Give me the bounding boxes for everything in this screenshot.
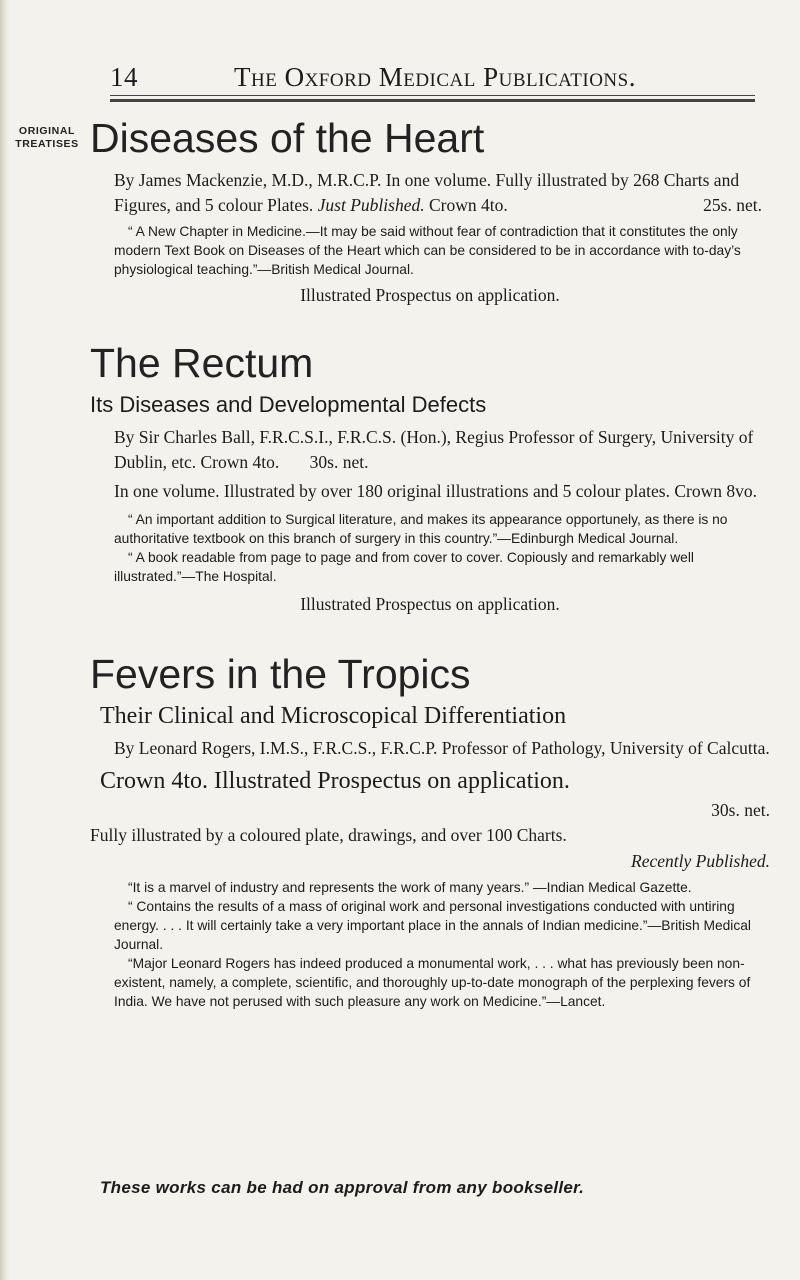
header-rule-thin: [110, 95, 755, 96]
price: 30s. net.: [309, 452, 369, 472]
publication-status: [90, 848, 770, 874]
review-quote: “Major Leonard Rogers has indeed produced a monumental work, . . . what has previously been non-existent, namely, a complete, scientific, and thoroughly up-to-date monograph of the perplexing fevers of India. We have not perused with such pleasure any work on Medicine.”—Lancet.: [114, 956, 751, 1009]
publication-status: Just Published.: [317, 195, 425, 215]
volume-info: In one volume. Illustrated by over 180 original illustrations and 5 colour plates. Crown 8vo.: [114, 481, 758, 501]
illustration-info: Fully illustrated by a coloured plate, drawings, and over 100 Charts.: [90, 825, 567, 845]
author-line: By Leonard Rogers, I.M.S., F.R.C.S., F.R.C.P. Professor of Pathology, University of Calcutta.: [114, 738, 770, 758]
entry-description: [90, 425, 770, 475]
book-subtitle: Its Diseases and Developmental Defects: [90, 392, 487, 417]
page-number: 14: [110, 62, 138, 92]
format: Crown 4to.: [428, 195, 508, 215]
footer-note: These works can be had on approval from any bookseller.: [100, 1178, 585, 1197]
running-title: The Oxford Medical Publications.: [234, 62, 636, 92]
author-line: By James Mackenzie, M.D., M.R.C.P. In one volume. Fully illustrated by 268 Charts and Figures, and 5 colour Plates.: [114, 170, 740, 215]
author-line: By Sir Charles Ball, F.R.C.S.I., F.R.C.S. (Hon.), Regius Professor of Surgery, University of Dublin, etc. Crown 4to.: [114, 427, 754, 472]
entry-heart: [90, 114, 770, 309]
review-quote: “It is a marvel of industry and represents the work of many years.” —Indian Medical Gazette.: [128, 880, 692, 895]
book-title: Fevers in the Tropics: [90, 651, 471, 697]
page-content: [90, 110, 770, 1011]
margin-note-line: TREATISES: [15, 138, 79, 150]
book-title: The Rectum: [90, 340, 314, 386]
entry-rectum: [90, 339, 770, 618]
entry-description: [90, 168, 770, 218]
review-quote: “ A book readable from page to page and from cover to cover. Copiously and remarkably well illustrated.”—The Hospital.: [114, 550, 694, 584]
format-line: Crown 4to. Illustrated Prospectus on application.: [100, 768, 570, 794]
publication-status-text: Recently Published.: [631, 851, 770, 871]
margin-note-line: ORIGINAL: [18, 125, 76, 137]
review-quote: “ An important addition to Surgical literature, and makes its appearance opportunely, as there is no authoritative textbook on this branch of surgery in this country.”—Edinburgh Medical Journal.: [114, 512, 728, 546]
price: 30s. net.: [711, 800, 770, 820]
review-quote: “ Contains the results of a mass of original work and personal investigations conducted with untiring energy. . . . It will certainly take a very important place in the annals of Indian medicine.”—British Medical Journal.: [114, 899, 751, 952]
price: 25s. net.: [703, 195, 762, 215]
header-rule-thick: [110, 99, 755, 102]
review-quote: “ A New Chapter in Medicine.—It may be said without fear of contradiction that it constitutes the only modern Text Book on Diseases of the Heart which can be considered to be in accordance with to-day’s physiological teaching.”—British Medical Journal.: [114, 224, 741, 277]
book-subtitle: Their Clinical and Microscopical Differentiation: [100, 703, 567, 729]
entry-fevers: [90, 650, 770, 1011]
prospectus-note: Illustrated Prospectus on application.: [300, 285, 560, 305]
margin-note: [12, 125, 82, 151]
page-edge-shadow: [0, 0, 10, 1280]
book-title: Diseases of the Heart: [90, 115, 485, 161]
prospectus-note: Illustrated Prospectus on application.: [300, 594, 560, 614]
